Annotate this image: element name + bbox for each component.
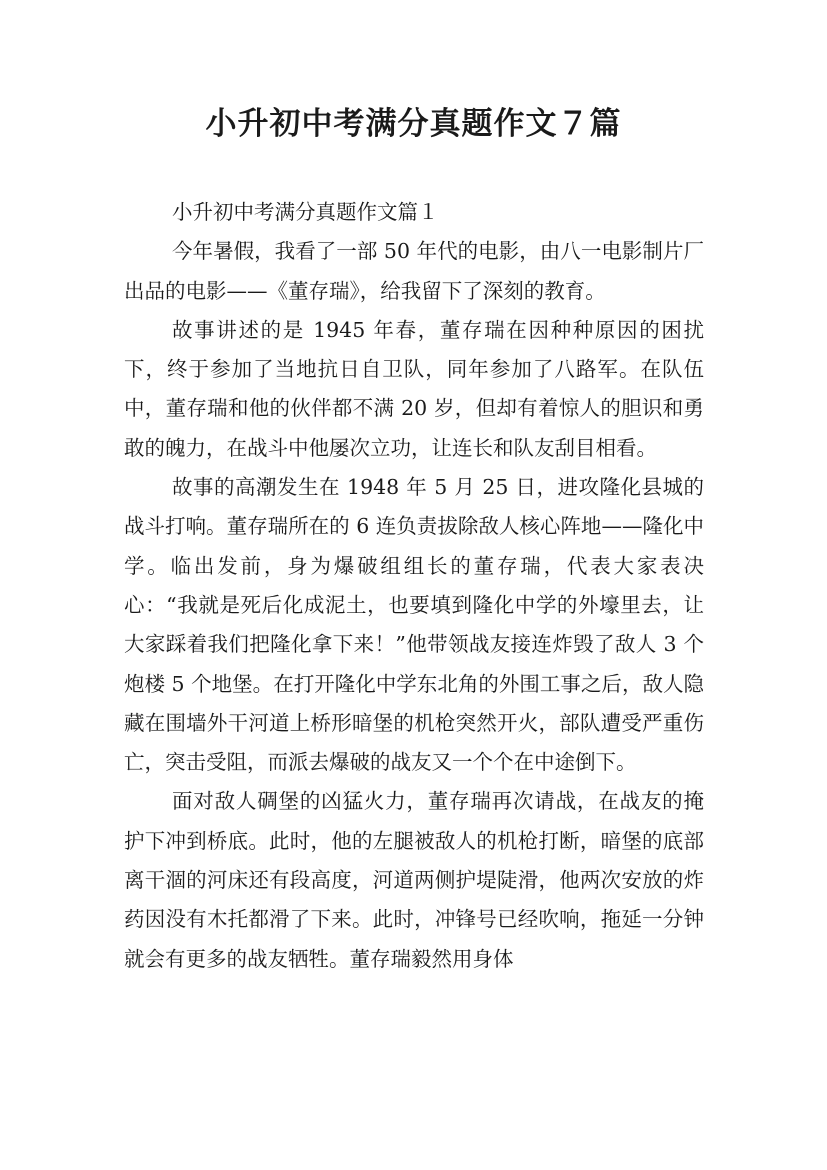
section-heading: 小升初中考满分真题作文篇１: [172, 200, 439, 224]
paragraph: 面对敌人碉堡的凶猛火力，董存瑞再次请战，在战友的掩护下冲到桥底。此时，他的左腿被敌人的机枪打断，暗堡的底部离干涸的河床还有段高度，河道两侧护堤陡滑，他两次安放的炸药因没有木托都滑了下来。此时，冲锋号已经吹响，拖延一分钟就会有更多的战友牺牲。董存瑞毅然用身体: [124, 789, 704, 971]
document-body: [124, 193, 704, 979]
paragraph: 故事讲述的是 1945 年春，董存瑞在因种种原因的困扰下，终于参加了当地抗日自卫队，同年参加了八路军。在队伍中，董存瑞和他的伙伴都不满 20 岁，但却有着惊人的胆识和勇敢的魄力，在战斗中他屡次立功，让连长和队友刮目相看。: [124, 317, 704, 460]
document-title: 小升初中考满分真题作文７篇: [205, 106, 622, 142]
paragraph: 故事的高潮发生在 1948 年 5 月 25 日，进攻隆化县城的战斗打响。董存瑞所在的 6 连负责拔除敌人核心阵地——隆化中学。临出发前，身为爆破组组长的董存瑞，代表大家表决心：“我就是死后化成泥土，也要填到隆化中学的外壕里去，让大家踩着我们把隆化拿下来！”他带领战友接连炸毁了敌人 3 个炮楼 5 个地堡。在打开隆化中学东北角的外围工事之后，敌人隐藏在围墙外干河道上桥形暗堡的机枪突然开火，部队遭受严重伤亡，突击受阻，而派去爆破的战友又一个个在中途倒下。: [124, 475, 704, 775]
paragraph: 今年暑假，我看了一部 50 年代的电影，由八一电影制片厂出品的电影——《董存瑞》，给我留下了深刻的教育。: [124, 239, 704, 303]
